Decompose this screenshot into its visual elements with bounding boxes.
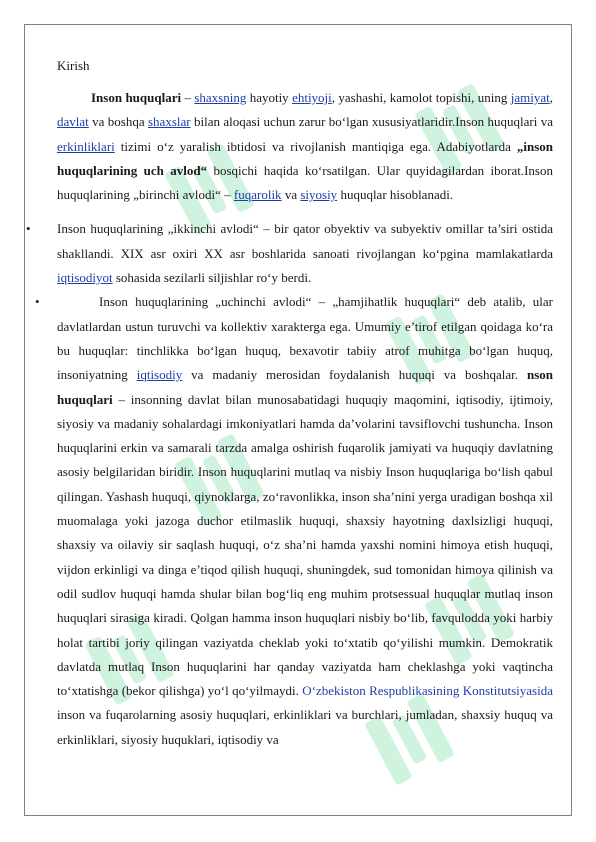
text-run: va	[281, 187, 301, 203]
term-link[interactable]: shaxsning	[194, 90, 247, 105]
text-run: huquqlar hisoblanadi.	[337, 187, 454, 203]
bold-term: „inson huquqlarining uch avlod“	[57, 138, 553, 178]
text-run: inson va fuqarolarning asosiy huquqlari, erkinliklari va burchlari, jumladan, shaxsiy huquq va erkinliklari, siyosiy huquklari, iqtisodiy va	[57, 707, 553, 747]
bold-term: Inson huquqlari	[91, 90, 182, 105]
page-heading: Kirish	[57, 58, 90, 73]
term-link[interactable]: iqtisodiyot	[57, 270, 113, 286]
term-link[interactable]: davlat	[57, 114, 89, 130]
text-run: va boshqa	[88, 114, 148, 130]
third-generation-paragraph	[57, 290, 553, 752]
bullet-marker: •	[35, 294, 40, 310]
text-run: – insonning davlat bilan munosabatidagi huquqiy maqomini, iqtisodiy, ijtimoiy, siyosiy va madaniy sohalardagi imkoniyatlari hamda da’volarini tavsiflovchi tushuncha. Inson huquqlarini erkin va samarali tarzda amalga oshirish fuqarolik jamiyati va huquqiy davlatning asosiy belgilaridan biridir. Inson huquqlarini mutlaq va nisbiy Inson huquqlariga bo‘lish qabul qilingan. Yashash huquqi, qiynoklarga, zo‘ravonlikka, inson sha’nini yerga uradigan boshqa xil muomalaga yoki jazoga duchor etilmaslik huquqi, shaxsiy hayotning daxlsizligi huquqi, shaxsiy va oilaviy sir saqlash huquqi, o‘z sha’ni hamda yaxshi nomini himoya etish huquqi, vijdon erkinligi va dinga e’tiqod qilish huquqi, shuningdek, sud tomonidan himoya qilinish va odil sudlov huquqi hamda shular bilan bog‘liq eng muhim protsessual huquqlar mutlaq inson huquqlari sirasiga kiradi. Qolgan hamma inson huquqlari nisbiy bo‘lib, favqulodda yoki harbiy holat tartibi joriy qilingan vaziyatda cheklab yoki to‘xtatib qo‘yilishi mumkin. Demokratik davlatda mutlaq Inson huquqlarini har qanday vaziyatda ham cheklashga yoki vaqtincha to‘xtatishga (bekor qilishga) yo‘l qo‘yilmaydi.	[57, 391, 553, 699]
text-run: tizimi o‘z yaralish ibtidosi va rivojlanish mantiqiga ega. Adabiyotlarda	[114, 138, 517, 154]
text-run: –	[181, 90, 195, 105]
text-run: va madaniy merosidan foydalanish huquqi va boshqalar.	[182, 367, 527, 383]
term-link[interactable]: erkinliklari	[57, 138, 115, 154]
list-item	[35, 290, 554, 752]
second-generation-paragraph	[57, 217, 553, 290]
list-item	[26, 217, 553, 290]
term-link[interactable]: siyosiy	[300, 187, 338, 203]
term-link[interactable]: jamiyat	[510, 90, 550, 105]
text-run: Inson huquqlarining „ikkinchi avlodi“ – bir qator obyektiv va subyektiv omillar ta’siri ostida shakllandi. XIX asr oxiri XX asr boshlarida sanoati rivojlangan ko‘pgina mamlakatlarda	[57, 221, 553, 261]
text-run: bilan aloqasi uchun zarur bo‘lgan xususiyatlaridir.Inson huquqlari va	[190, 114, 553, 130]
intro-paragraph	[57, 86, 553, 207]
text-run: ,	[549, 90, 553, 105]
document-body	[26, 52, 554, 752]
text-run: , yashashi, kamolot topishi, uning	[331, 90, 511, 105]
term-link[interactable]: ehtiyoji	[292, 90, 332, 105]
bullet-marker: •	[26, 221, 31, 237]
colored-reference: O‘zbekiston Respublikasining Konstitutsiyasida	[302, 683, 554, 699]
term-link[interactable]: iqtisodiy	[136, 367, 183, 383]
text-run: Inson huquqlarining „uchinchi avlodi“ – „hamjihatlik huquqlari“ deb atalib, ular davlatlardan ustun turuvchi va kollektiv xarakterga ega. Umumiy e’tirof etilgan qoidaga ko‘ra bu huquqlar: tinchlikka bo‘lgan huquq, bexavotir tabiiy atrof muhitga bo‘lgan huquq, insoniyatning	[57, 294, 553, 383]
text-run: hayotiy	[246, 90, 293, 105]
bold-term: nson huquqlari	[57, 367, 554, 407]
text-run: bosqichi haqida ko‘rsatilgan. Ular quyidagilardan iborat.Inson huquqlarining „birinchi avlodi“ –	[57, 162, 553, 203]
text-run: sohasida sezilarli siljishlar ro‘y berdi.	[112, 270, 312, 286]
term-link[interactable]: shaxslar	[148, 114, 191, 130]
term-link[interactable]: fuqarolik	[233, 187, 282, 203]
